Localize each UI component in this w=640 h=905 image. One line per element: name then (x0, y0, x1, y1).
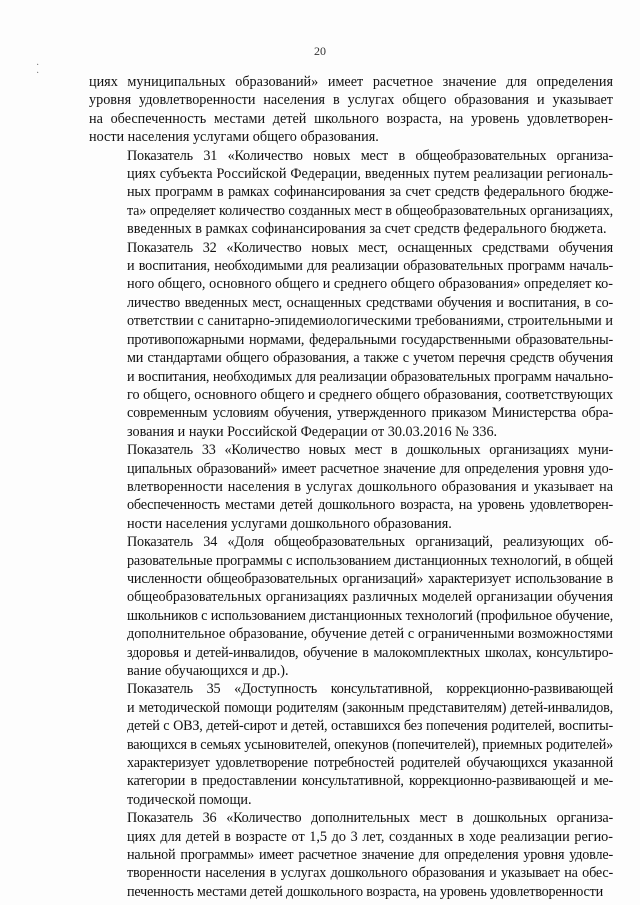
paragraph (89, 809, 613, 901)
text-line: противопожарными нормами, федеральными государственными образовательны- (127, 331, 613, 348)
text-line: на обеспеченность местами детей школьного возраста, на уровень удовлетворен- (89, 110, 613, 127)
margin-mark: · · (36, 60, 40, 79)
text-line: нальной программы» имеет расчетное значение для определения уровня удовле- (127, 847, 613, 864)
page-number: 20 (314, 44, 326, 58)
text-line: вающихся в семьях усыновителей, опекунов (попечителей), приемных родителей» (127, 736, 613, 753)
text-line: ответствии с санитарно-эпидемиологическими требованиями, строительными и (127, 313, 613, 330)
text-line: Показатель 34 «Доля общеобразовательных организаций, реализующих об- (127, 534, 613, 551)
text-line: Показатель 36 «Количество дополнительных мест в дошкольных организа- (127, 810, 613, 827)
text-line: категории в предоставлении консультативной, коррекционно-развивающей и ме- (127, 773, 613, 790)
text-line: Показатель 33 «Количество новых мест в дошкольных организациях муни- (127, 442, 613, 459)
paragraph (89, 147, 613, 239)
text-line: циях муниципальных образований» имеет расчетное значение для определения (89, 74, 613, 90)
text-line: зования и науки Российской Федерации от 30.03.2016 № 336. (127, 423, 498, 440)
text-line: личество введенных мест, оснащенных средствами обучения и воспитания, в со- (127, 294, 613, 311)
text-line: циях субъекта Российской Федерации, введенных путем реализации региональ- (127, 166, 613, 183)
text-line: ми стандартами общего образования, а также с учетом перечня средств обучения (127, 350, 613, 367)
text-line: численности общеобразовательных организаций» характеризует использование в (127, 570, 613, 587)
text-line: влетворенности населения в услугах дошкольного образования и указывает на (127, 478, 613, 495)
text-line: Показатель 35 «Доступность консультативной, коррекционно-развивающей (127, 681, 613, 698)
paragraph (89, 239, 613, 441)
paragraph (89, 533, 613, 680)
text-line: уровня удовлетворенности населения в услугах общего образования и указывает (89, 92, 613, 109)
text-line: циях для детей в возрасте от 1,5 до 3 лет, созданных в ходе реализации регио- (127, 828, 613, 845)
text-line: творенности населения в услугах дошкольного образования и указывает на обес- (127, 865, 613, 882)
text-line: тодической помощи. (127, 791, 252, 808)
text-line: и воспитания, необходимых для реализации образовательных программ начально- (127, 368, 613, 385)
text-line: вание обучающихся и др.). (127, 663, 289, 679)
text-line: дополнительное образование, обучение детей с ограниченными возможностями (127, 626, 613, 643)
text-line: школьников с использованием дистанционных технологий (профильное обучение, (127, 607, 613, 624)
text-line: современным условиям обучения, утвержденного приказом Министерства обра- (127, 405, 613, 422)
text-line: ципальных образований» имеет расчетное значение для определения уровня удо- (127, 460, 613, 477)
text-line: Показатель 32 «Количество новых мест, оснащенных средствами обучения (127, 239, 613, 256)
text-line: го общего, основного общего и среднего общего образования, соответствующих (127, 386, 614, 403)
paragraph (89, 73, 613, 147)
paragraph (89, 441, 613, 533)
text-line: детей с ОВЗ, детей-сирот и детей, оставшихся без попечения родителей, воспиты- (127, 718, 613, 735)
text-line: та» определяет количество созданных мест в общеобразовательных организациях, (127, 202, 613, 219)
text-line: ного общего, основного общего и среднего общего образования» определяет ко- (127, 276, 613, 293)
text-line: здоровья и детей-инвалидов, обучение в малокомплектных школах, консультиро- (127, 644, 613, 661)
text-line: разовательные программы с использованием дистанционных технологий, в общей (127, 552, 613, 569)
text-line: обеспеченность местами детей дошкольного возраста, на уровень удовлетворен- (127, 497, 613, 514)
text-line: печенность местами детей дошкольного возраста, на уровень удовлетворенности (127, 883, 604, 900)
text-line: и воспитания, необходимыми для реализации образовательных программ началь- (127, 258, 613, 275)
body-text (89, 73, 613, 901)
text-line: и методической помощи родителям (законным представителям) детей-инвалидов, (127, 699, 613, 716)
text-line: ности населения услугами общего образования. (89, 129, 379, 146)
text-line: ности населения услугами дошкольного образования. (127, 515, 452, 532)
paragraph (89, 680, 613, 809)
text-line: Показатель 31 «Количество новых мест в общеобразовательных организа- (127, 147, 613, 164)
text-line: ных программ в рамках софинансирования за счет средств федерального бюдже- (127, 184, 613, 201)
text-line: общеобразовательных организациях различных моделей организации обучения (127, 589, 613, 606)
text-line: введенных в рамках софинансирования за счет средств федерального бюджета. (127, 221, 607, 238)
text-line: характеризует удовлетворение потребностей родителей обучающихся указанной (127, 755, 613, 772)
